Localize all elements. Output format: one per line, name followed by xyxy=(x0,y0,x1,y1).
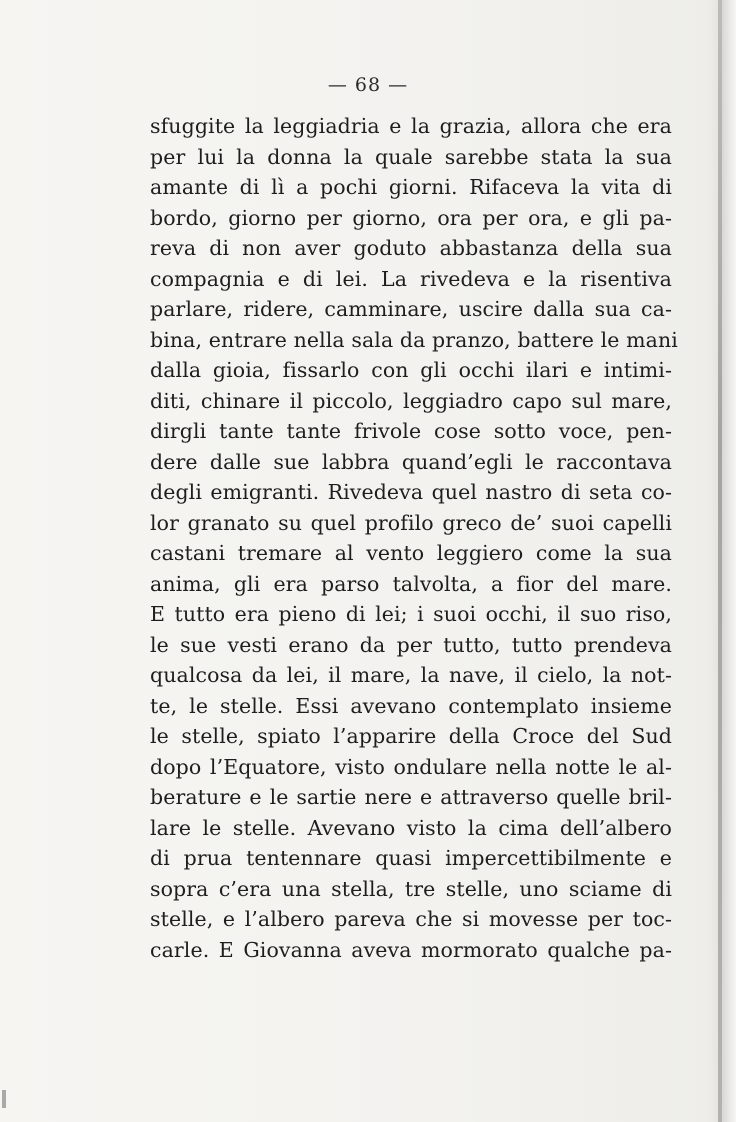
text-line: bordo, giorno per giorno, ora per ora, e gli pa- xyxy=(150,205,672,230)
text-line: anima, gli era parso talvolta, a fior del mare. xyxy=(150,571,672,596)
text-line: te, le stelle. Essi avevano contemplato insieme xyxy=(150,693,672,718)
scan-speck xyxy=(2,1090,6,1108)
text-line: dirgli tante tante frivole cose sotto voce, pen- xyxy=(150,419,672,443)
text-line: bina, entrare nella sala da pranzo, battere le mani xyxy=(150,327,678,352)
page-edge-shadow xyxy=(722,0,736,1122)
text-line: lor granato su quel profilo greco de’ suoi capelli xyxy=(150,510,672,535)
text-line: reva di non aver goduto abbastanza della sua xyxy=(150,236,672,260)
text-line: carle. E Giovanna aveva mormorato qualche pa- xyxy=(150,937,672,962)
text-line: le stelle, spiato l’apparire della Croce del Sud xyxy=(150,724,672,748)
text-line: parlare, ridere, camminare, uscire dalla sua ca- xyxy=(150,297,672,321)
text-line: berature e le sartie nere e attraverso quelle bril- xyxy=(150,785,672,809)
text-line: castani tremare al vento leggiero come la sua xyxy=(150,541,672,565)
text-line: sopra c’era una stella, tre stelle, uno sciame di xyxy=(150,876,672,901)
text-line: compagnia e di lei. La rivedeva e la risentiva xyxy=(150,266,672,291)
text-line: dere dalle sue labbra quand’egli le raccontava xyxy=(150,449,672,474)
text-line: amante di lì a pochi giorni. Rifaceva la vita di xyxy=(150,175,672,199)
text-line: sfuggite la leggiadria e la grazia, allora che era xyxy=(150,114,672,138)
text-line: dalla gioia, fissarlo con gli occhi ilari e intimi- xyxy=(150,358,672,382)
text-line: di prua tentennare quasi impercettibilmente e xyxy=(150,846,672,870)
text-line: degli emigranti. Rivedeva quel nastro di seta co- xyxy=(150,480,672,504)
text-line: dopo l’Equatore, visto ondulare nella notte le al- xyxy=(150,754,672,779)
text-line: per lui la donna la quale sarebbe stata la sua xyxy=(150,144,672,169)
text-line: diti, chinare il piccolo, leggiadro capo sul mare, xyxy=(150,388,672,413)
text-line: lare le stelle. Avevano visto la cima dell’albero xyxy=(150,815,672,840)
body-text xyxy=(150,111,678,965)
page-number: — 68 — xyxy=(327,74,409,96)
text-line: E tutto era pieno di lei; i suoi occhi, il suo riso, xyxy=(150,602,672,626)
text-line: qualcosa da lei, il mare, la nave, il cielo, la not- xyxy=(150,663,672,687)
text-line: le sue vesti erano da per tutto, tutto prendeva xyxy=(150,632,672,657)
text-line: stelle, e l’albero pareva che si movesse per toc- xyxy=(150,907,672,931)
